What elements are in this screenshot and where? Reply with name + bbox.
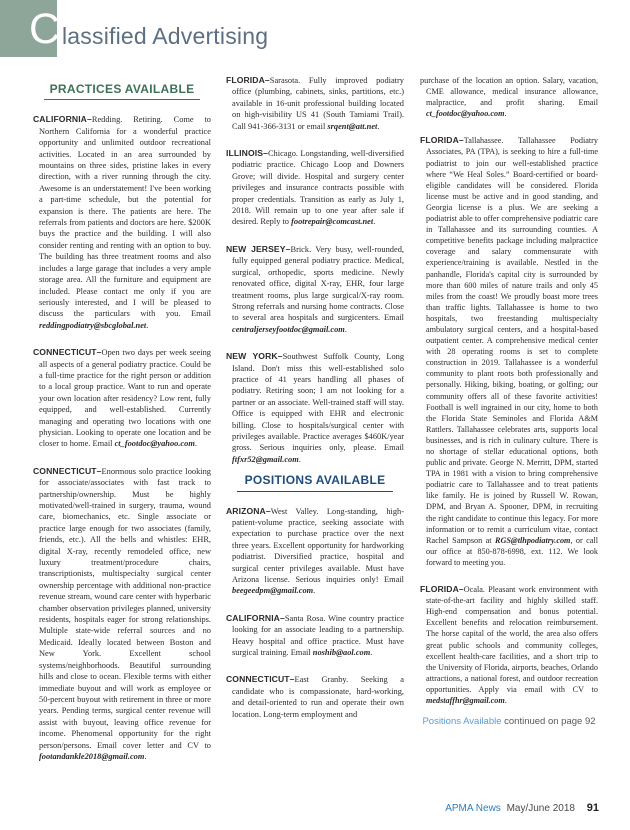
ad-body-text: .: [313, 586, 316, 596]
classified-ad: [226, 674, 404, 720]
ad-email: reddingpodiatry@sbcglobal.net: [39, 320, 147, 330]
ad-body-text: purchase of the location an option. Salary, vacation, CME allowance, medical insurance allowance, malpractice, and profit sharing. Email: [420, 76, 598, 108]
ad-state-label: NEW JERSEY–: [226, 243, 291, 254]
classified-ad: [33, 114, 211, 331]
journal-name: APMA News: [445, 803, 501, 814]
ad-body-text: Sarasota. Fully improved podiatry office (plumbing, cabinets, sinks, partitions, etc.) available in 16-unit professional building located on high-visibility US 41 (South Tamiami Trail). Call 941-366-3131 or email: [232, 76, 404, 131]
page-number: 91: [586, 802, 599, 814]
ad-email: srqent@att.net: [327, 121, 378, 131]
page-footer: [445, 802, 599, 814]
ad-body-text: Redding. Retiring. Come to Northern California for a wonderful practice opportunity and unlimited outdoor recreational activities. Located in an area surrounded by mountains on three sides, pristine lakes in every direction, with a river running through the city. Awesome is an understatement! I've been working a part-time schedule, but the potential for expansion is there. The patients are here. The referrals from patients and doctors are here. $200K buys the practice and the building. I will also consider renting and renting with an option to buy. The building has three treatment rooms and also includes a large garage that includes a very ample storage area. All the furniture and equipment are included. Please contact me only if you are seriously interested, and I will be pleased to discuss the particulars with you. Email: [39, 115, 211, 319]
issue-date: May/June 2018: [506, 803, 575, 814]
ad-state-label: ILLINOIS–: [226, 148, 268, 159]
ad-body-text: Ocala. Pleasant work environment with state-of-the-art facility and highly skilled staff. High-end compensation and bonus potential. Excellent benefits and relocation reimbursement. The horse capital of the world, the area also offers great public schools and community colleges, excellent health-care facilities, and a short trip to the University of Florida, airports, beaches, Orlando attractions, a national forest, and outdoor recreation opportunities. Apply via email with CV to: [426, 585, 598, 694]
column-middle: [226, 75, 404, 720]
ad-state-label: FLORIDA–: [420, 135, 464, 146]
ad-body-text: Chicago. Longstanding, well-diversified podiatric practice. Chicago Loop and Downers Grove; will divide. Hospital and surgery center privileges and insurance contracts possible with proper credentials. Transition as early as July 1, 2018. Will remain up to one year after sale if desired. Reply to: [232, 149, 404, 227]
section-header-practices-available: PRACTICES AVAILABLE: [44, 84, 201, 100]
ad-state-label: CALIFORNIA–: [33, 114, 92, 125]
classified-ad: [33, 466, 211, 763]
ad-body-text: Santa Rosa. Wine country practice looking for an associate leading to a partnership. Heavy hospital and office practice. Must have surgical training. Email: [232, 613, 404, 658]
ad-body-text: Open two days per week seeing all aspects of a general podiatry practice. Could be a full-time practice for the right person or addition to a local group practice. Want to run and operate your own location after residency? Low rent, fully equipped, and well-established. Currently managing and operating two locations with one physician. Looking to operate one location and be closer to home. Email: [39, 348, 211, 449]
ad-body-text: .: [344, 324, 347, 334]
ad-email: RGS@tlhpodiatry.com: [495, 535, 571, 545]
ad-body-text: .: [144, 751, 147, 761]
classified-ad: [226, 244, 404, 335]
ad-state-label: CALIFORNIA–: [226, 612, 285, 623]
column-left: [33, 84, 211, 762]
classified-ad: [33, 347, 211, 450]
ad-body-text: Tallahassee. Tallahassee Podiatry Associates, PA (TPA), is seeking to hire a full-time podiatrist to join our well-established practice where “We Heal Soles.” Board-certified or board-eligible candidates will be considered. Florida license must be active and in good standing, and Georgia license is a plus. We are seeking a podiatrist able to offer comprehensive podiatric care in Tallahassee and its surrounding counties. A competitive benefits package including malpractice coverage and salary commensurate with experience/training is available. Nestled in the panhandle, Florida's capital city is surrounded by more than 600 miles of nature trails and only 45 miles from the coast! We proudly boast more trees than traffic lights. Tallahassee is home to two hospitals, two freestanding multispecialty ambulatory surgical centers, and a hospital-based outpatient center. A comprehensive medical center with 28 operating rooms is set to complete construction in 2019. Tallahassee is a wonderful community to plant roots both professionally and personally. Hiking, biking, boating, or golfing; our community offers all of these favorite activities! Football is well ingrained in our city, home to both the Florida State Seminoles and Florida A&M Rattlers. Tallahassee celebrates arts, supports local businesses, and is rich in culinary culture. There is no shortage of stellar educational options, both public and private. George N. Merritt, DPM, started TPA in 1981 with a vision to bring comprehensive podiatric care to Tallahassee and to treat patients like family. He is joined by Russell W. Rowan, DPM, and Bryan A. Spooner, DPM, in recruiting the right candidate to continue this legacy. For more information or to remit a curriculum vitae, contact Rachel Sampson at: [426, 136, 598, 545]
masthead-initial-letter: C: [29, 5, 61, 53]
ad-email: footrepair@comcast.net: [291, 217, 374, 227]
ad-body-text: .: [146, 320, 149, 330]
ad-email: beegeedpm@gmail.com: [232, 586, 314, 596]
continued-note: [420, 716, 598, 727]
ad-email: medstaffhr@gmail.com: [426, 695, 505, 705]
classified-ad: [420, 75, 598, 119]
masthead-title: lassified Advertising: [62, 23, 269, 49]
ad-email: ct_footdoc@yahoo.com: [426, 109, 505, 119]
classified-ad: [226, 351, 404, 465]
ad-email: footandankle2018@gmail.com: [39, 751, 145, 761]
ad-body-text: West Valley. Long-standing, high-patient-volume practice, seeking associate with expectation to purchase practice over the next three years. Excellent opportunity for hardworking podiatrist. Diversified practice, hospital and surgical center privileges available. Must have Arizona license. Serious inquiries only! Email: [232, 506, 404, 585]
ad-body-text: .: [377, 121, 380, 131]
classified-ad: [226, 75, 404, 132]
classified-ad: [420, 135, 598, 568]
practices-available-ads: [33, 114, 211, 762]
ad-state-label: FLORIDA–: [226, 75, 270, 85]
ad-body-text: .: [373, 217, 376, 227]
ad-body-text: .: [298, 454, 301, 464]
section-header-positions-available: POSITIONS AVAILABLE: [237, 475, 394, 491]
ad-state-label: FLORIDA–: [420, 584, 464, 595]
positions-available-ads: [226, 506, 404, 721]
ad-email: ftfxr52@gmail.com: [232, 454, 299, 464]
continued-text: continued on page 92: [501, 716, 596, 728]
positions-available-ads-continued: [420, 75, 598, 706]
ad-state-label: CONNECTICUT–: [33, 465, 102, 476]
ad-state-label: ARIZONA–: [226, 505, 271, 516]
ad-body-text: Brick. Very busy, well-rounded, fully equipped general podiatry practice. Medical, surgical, orthopedic, sports medicine. Newly renovated office, digital X-ray, EHR, four large treatment rooms, plus large surgical/X-ray room. Strong referrals and nursing home contracts. Close to several area hospitals and surgicenters. Email: [232, 244, 404, 323]
classified-ad: [420, 584, 598, 706]
ad-body-text: Southwest Suffolk County, Long Island. Don't miss this well-established solo practice of 41 years handling all phases of podiatry. Retiring soon; I am not looking for a partner or an associate. Well-trained staff will stay. Office is equipped with EHR and electronic billing. Close to hospitals/surgical center with privileges available. Practice averages $460K/year gross. Serious inquiries only, please. Email: [232, 352, 405, 453]
classified-ad: [226, 148, 404, 228]
ad-body-text: Enormous solo practice looking for associate/associates with fast track to partnership/ownership. Must be highly motivated/well-trained in surgery, trauma, wound care, biomechanics, etc. Single associate or practice large enough for two associates (family, friends, etc.). All the bells and whistles: EHR, digital X-ray, recently remodeled office, new luxury treatment/procedure chairs, transcriptionists, multispecialty surgical center ownership percentage with additional non-practice revenue stream, wound care center with hyperbaric chamber observation privileges planned, university residents, hospitals eager for strong relationships. Multiple state-wide referral sources and no Medicaid. Ideally located between Boston and New York. Excellent school systems/neighborhoods. Beautiful surrounding hills and close to ocean. Flexible terms with either immediate buyout and will work as employee or 50-percent buyout with retirement in three or more years. Pending terms, surgical center revenue will assist with buyout, leaving office revenue for income. Phenomenal opportunity for the right person/persons. Email cover letter and CV to: [39, 466, 211, 750]
column-right: [420, 75, 598, 727]
ad-state-label: CONNECTICUT–: [33, 347, 102, 358]
ad-email: ct_footdoc@yahoo.com: [114, 439, 195, 449]
ad-body-text: East Granby. Seeking a candidate who is compassionate, hard-working, and detail-oriented to run and operate their own location. Long-term employment and: [232, 675, 404, 719]
classified-ad: [226, 613, 404, 659]
masthead: [0, 0, 630, 60]
continued-section-name: Positions Available: [422, 716, 502, 728]
ad-email: centraljerseyfootdoc@gmail.com: [232, 324, 345, 334]
ad-body-text: .: [194, 439, 197, 449]
ad-state-label: CONNECTICUT–: [226, 674, 295, 685]
ad-body-text: .: [370, 648, 373, 658]
ad-body-text: .: [504, 109, 507, 119]
ad-body-text: , or call our office at 850-878-6998, ext. 112. We look forward to meeting you.: [426, 535, 599, 567]
classified-ad: [226, 506, 404, 597]
ad-email: noshib@aol.com: [312, 648, 371, 658]
ad-body-text: .: [504, 695, 507, 705]
practices-available-ads-continued: [226, 75, 404, 465]
ad-state-label: NEW YORK–: [226, 351, 283, 362]
